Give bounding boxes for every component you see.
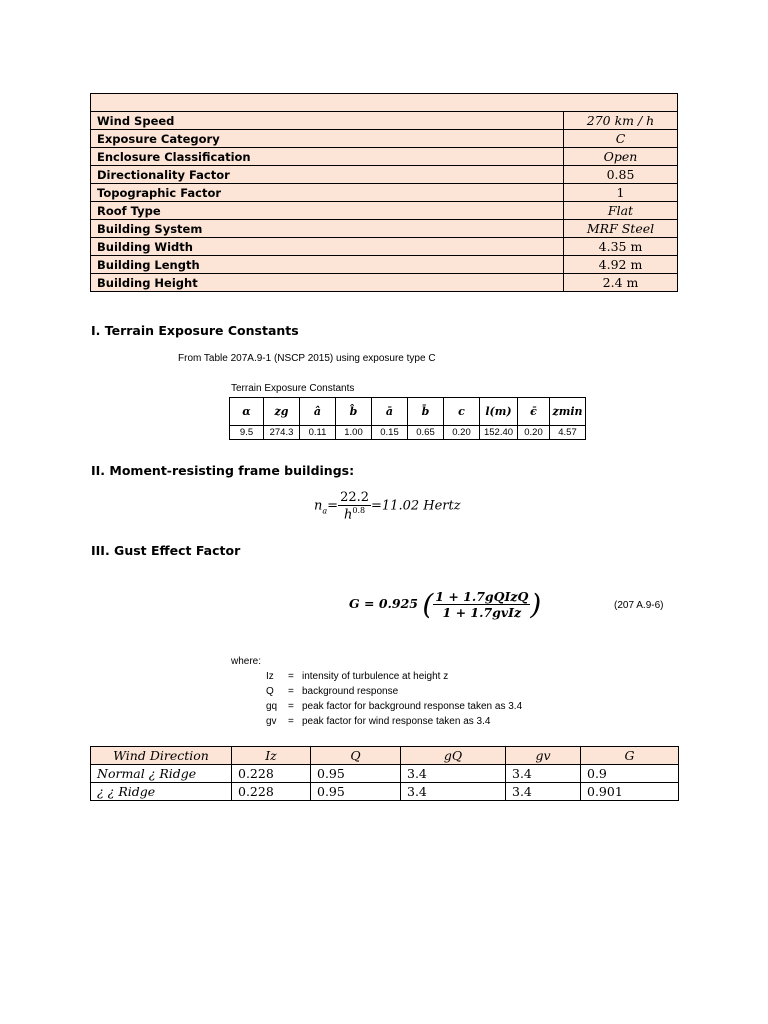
params-row [91, 202, 678, 220]
terrain-header: b̄ [408, 398, 444, 426]
gust-cell: 0.9 [581, 765, 679, 783]
formula-lhs-sub: a [322, 506, 328, 516]
gust-formula-fraction [433, 589, 530, 620]
gust-header: Iz [232, 747, 311, 765]
where-symbol: Iz [266, 671, 274, 682]
gust-header: Wind Direction [91, 747, 232, 765]
params-row [91, 274, 678, 292]
gust-cell: 3.4 [401, 765, 506, 783]
gust-cell: 0.228 [232, 783, 311, 801]
params-row [91, 238, 678, 256]
params-row [91, 220, 678, 238]
gust-cell: 0.228 [232, 765, 311, 783]
gust-cell-direction: Normal ¿ Ridge [91, 765, 232, 783]
terrain-value: 0.20 [444, 426, 480, 440]
gust-cell: 0.95 [311, 783, 401, 801]
gust-cell: 0.901 [581, 783, 679, 801]
where-symbol: gq [266, 701, 278, 712]
param-label: Topographic Factor [91, 184, 564, 202]
param-label: Building System [91, 220, 564, 238]
where-symbol: Q [266, 686, 274, 697]
gust-cell: 0.95 [311, 765, 401, 783]
param-value: 0.85 [564, 166, 678, 184]
formula-fraction [338, 490, 371, 522]
param-label: Roof Type [91, 202, 564, 220]
formula-lhs: n [314, 498, 323, 514]
terrain-value: 0.11 [300, 426, 336, 440]
param-value: Open [564, 148, 678, 166]
where-item [266, 716, 490, 727]
section-1-title: I. Terrain Exposure Constants [91, 323, 299, 338]
param-value: 270 km / h [564, 112, 678, 130]
where-equals: = [288, 716, 294, 727]
param-value: MRF Steel [564, 220, 678, 238]
params-header [91, 94, 678, 112]
formula-reference: (207 A.9-6) [614, 600, 664, 611]
section-3-title: III. Gust Effect Factor [91, 543, 241, 558]
param-label: Building Height [91, 274, 564, 292]
gust-results-table [90, 746, 679, 801]
terrain-value: 274.3 [264, 426, 300, 440]
gust-header: gv [506, 747, 581, 765]
params-row [91, 130, 678, 148]
gust-header-row [91, 747, 679, 765]
params-row [91, 148, 678, 166]
formula-numerator: 22.2 [340, 490, 370, 505]
terrain-header-row [230, 398, 586, 426]
where-description: peak factor for background response taken as 3.4 [302, 701, 523, 712]
terrain-header: ā [372, 398, 408, 426]
where-equals: = [288, 701, 294, 712]
terrain-header: zg [264, 398, 300, 426]
gust-formula-prefix: G = 0.925 [349, 596, 418, 611]
where-description: background response [302, 686, 399, 697]
gust-row [91, 783, 679, 801]
param-value: 4.35 m [564, 238, 678, 256]
terrain-header: zmin [550, 398, 586, 426]
natural-frequency-formula: $n_a=$ $\frac{22.2}{h^{0.8}}$ =11.02 Hertz [314, 490, 461, 523]
terrain-value: 0.20 [518, 426, 550, 440]
terrain-header: α [230, 398, 264, 426]
terrain-value: 9.5 [230, 426, 264, 440]
formula-denominator-exp: 0.8 [352, 506, 366, 515]
param-label: Wind Speed [91, 112, 564, 130]
where-description: intensity of turbulence at height z [302, 671, 449, 682]
where-item [266, 701, 522, 712]
where-label: where: [231, 656, 262, 667]
terrain-header: l(m) [480, 398, 518, 426]
where-symbol: gv [266, 716, 277, 727]
gust-cell-direction: ¿ ¿ Ridge [91, 783, 232, 801]
where-item [266, 686, 398, 697]
terrain-value: 1.00 [336, 426, 372, 440]
params-header-row [91, 94, 678, 112]
building-parameters-table [90, 93, 678, 292]
param-value: 2.4 m [564, 274, 678, 292]
params-row [91, 256, 678, 274]
params-row [91, 166, 678, 184]
terrain-header: ϵ̄ [518, 398, 550, 426]
terrain-header: â [300, 398, 336, 426]
gust-cell: 3.4 [506, 783, 581, 801]
where-item [266, 671, 448, 682]
gust-cell: 3.4 [401, 783, 506, 801]
formula-denominator: h [343, 507, 353, 523]
gust-header: Q [311, 747, 401, 765]
terrain-table-caption: Terrain Exposure Constants [231, 383, 355, 394]
where-equals: = [288, 686, 294, 697]
param-label: Building Width [91, 238, 564, 256]
terrain-value: 152.40 [480, 426, 518, 440]
param-value: C [564, 130, 678, 148]
param-value: 4.92 m [564, 256, 678, 274]
gust-header: gQ [401, 747, 506, 765]
gust-factor-formula: G = 0.925 ( $\frac{\text{1 + 1.7gQIzQ}}{\text{1 + 1.7gvIz}}$ ) [349, 588, 542, 621]
param-label: Exposure Category [91, 130, 564, 148]
gust-row [91, 765, 679, 783]
gust-formula-numerator: 1 + 1.7gQIzQ [435, 589, 529, 604]
param-label: Enclosure Classification [91, 148, 564, 166]
terrain-value: 0.15 [372, 426, 408, 440]
terrain-header: b̂ [336, 398, 372, 426]
source-note: From Table 207A.9-1 (NSCP 2015) using exposure type C [178, 353, 436, 364]
gust-header: G [581, 747, 679, 765]
param-label: Building Length [91, 256, 564, 274]
where-equals: = [288, 671, 294, 682]
param-value: Flat [564, 202, 678, 220]
terrain-constants-table [229, 397, 586, 440]
param-label: Directionality Factor [91, 166, 564, 184]
gust-cell: 3.4 [506, 765, 581, 783]
params-row [91, 112, 678, 130]
terrain-value: 4.57 [550, 426, 586, 440]
terrain-value: 0.65 [408, 426, 444, 440]
terrain-value-row [230, 426, 586, 440]
gust-formula-denominator: 1 + 1.7gvIz [442, 605, 522, 620]
param-value: 1 [564, 184, 678, 202]
terrain-header: c [444, 398, 480, 426]
params-row [91, 184, 678, 202]
section-2-title: II. Moment-resisting frame buildings: [91, 463, 355, 478]
formula-result: =11.02 Hertz [371, 498, 461, 514]
where-description: peak factor for wind response taken as 3.4 [302, 716, 491, 727]
